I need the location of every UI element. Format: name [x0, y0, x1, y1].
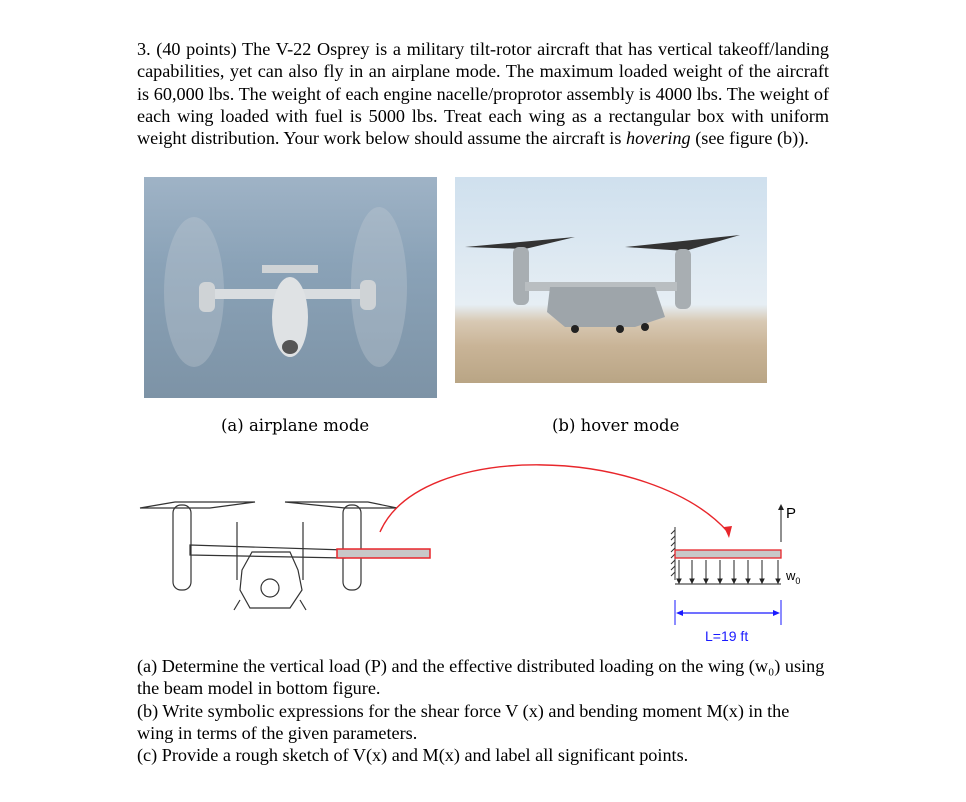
intro-text: 3. (40 points) The V-22 Osprey is a military tilt-rotor aircraft that has vertical takeoff/landing capabilities, yet can also fly in an airplane mode. The maximum loaded weight of the aircraft is 60,000 lbs. The weight of each engine nacelle/proprotor assembly is 4000 lbs. The weight of each wing loaded with fuel is 5000 lbs. Treat each wing as a rectangular box with uniform weight distribution. Your work below should assume the aircraft is [137, 39, 829, 149]
point-load-arrow [778, 504, 784, 542]
caption-hover-mode: (b) hover mode [552, 416, 680, 435]
beam-model-diagram [130, 450, 830, 650]
load-label-w0 [785, 568, 800, 586]
hover-mode-photo [455, 177, 767, 383]
length-dimension [675, 600, 781, 625]
mapping-arrow [380, 465, 728, 532]
intro-italic: hovering [625, 128, 691, 149]
question-a: (a) Determine the vertical load (P) and the effective distributed loading on the wing (w₀) using the beam model in bottom figure. [137, 656, 825, 699]
w-subscript: 0 [795, 576, 801, 586]
airplane-mode-photo [144, 177, 437, 398]
intro-text-end: (see figure (b)). [690, 128, 809, 149]
beam [675, 550, 781, 558]
question-b: (b) Write symbolic expressions for the shear force V (x) and bending moment M(x) in the wing in terms of the given parameters. [137, 700, 790, 743]
w-label: w [786, 568, 796, 583]
mapping-arrowhead [724, 526, 732, 538]
caption-airplane-mode: (a) airplane mode [221, 416, 370, 435]
question-list [137, 655, 829, 766]
length-label: L=19 ft [705, 628, 749, 644]
distributed-load-arrows [675, 560, 781, 584]
load-label-p: P [786, 505, 797, 522]
problem-statement [137, 38, 829, 149]
question-c: (c) Provide a rough sketch of V(x) and M(x) and label all significant points. [137, 745, 689, 766]
wing-highlight [337, 549, 430, 558]
